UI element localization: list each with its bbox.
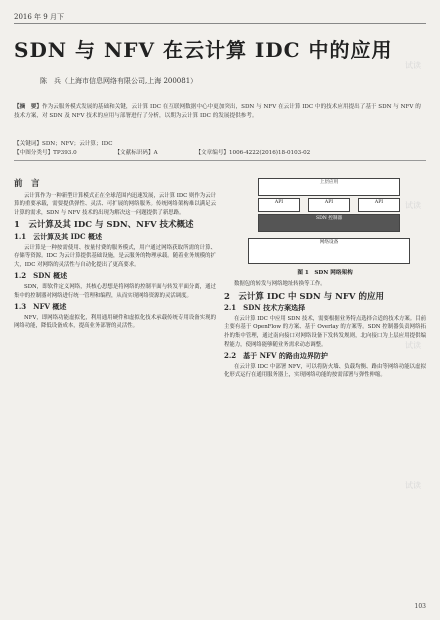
figure-layer-controller: SDN 控制器 — [258, 214, 400, 232]
section-heading: 前 言 — [14, 179, 40, 189]
figure-layer-api: API — [358, 198, 400, 212]
architecture-figure — [228, 176, 422, 266]
keywords-text: SDN；NFV；云计算；IDC — [41, 141, 113, 147]
header-date: 2016 年 9 月下 — [14, 13, 64, 21]
paragraph: 云计算作为一种新型计算模式正在全球范围内迅速发展，云计算 IDC 则作为云计算的重要承载，需要提供弹性、灵活、可扩展的网络服务。传统网络架构难以满足云计算的需求，SDN 与 NFV 技术的出现为解决这一问题提供了新思路。 — [14, 192, 216, 216]
author-line: 陈 兵（上海市信息网络有限公司,上海 200081） — [40, 77, 198, 85]
figure-caption: 图 1 SDN 网络架构 — [297, 270, 353, 276]
paper-title: SDN 与 NFV 在云计算 IDC 中的应用 — [14, 38, 393, 62]
watermark: 试读 — [405, 61, 421, 70]
subsection-heading: 2.1 SDN 技术方案选择 — [224, 303, 306, 313]
figure-layer-api: API — [258, 198, 300, 212]
classification — [14, 148, 346, 156]
paragraph: SDN，即软件定义网络，其核心思想是将网络的控制平面与转发平面分离，通过集中的控制器对网络进行统一管理和编程，从而实现网络资源的灵活调度。 — [14, 283, 216, 299]
subsection-heading: 2.2 基于 NFV 的路由边界防护 — [224, 351, 328, 361]
abstract-text: 作为云服务模式发展的基础和关键，云计算 IDC 在互联网数据中心中更加突出，SDN 与 NFV 在云计算 IDC 中的技术应用提出了基于 SDN 与 NFV 的技术方案，对 SDN 及 NFV 技术的应用与部署进行了分析，以期为云计算 IDC 的发展提供参考。 — [14, 104, 421, 119]
abstract-label: 【摘 要】 — [14, 104, 42, 110]
watermark: 试读 — [405, 341, 421, 350]
watermark: 试读 — [405, 201, 421, 210]
subsection-heading: 1.1 云计算及其 IDC 概述 — [14, 231, 102, 241]
article-number: 【文章编号】1006-4222(2016)18-0103-02 — [195, 150, 311, 156]
figure-layer-api: API — [308, 198, 350, 212]
paragraph: 云计算是一种按需使用、按量付费的服务模式，用户通过网络获取所需的计算、存储等资源。IDC 为云计算提供基础设施，是云服务的物理承载。随着业务规模的扩大，IDC 对网络的灵活性与自动化提出了更高要求。 — [14, 244, 216, 268]
paragraph: 在云计算 IDC 中部署 NFV，可以将防火墙、负载均衡、路由等网络功能以虚拟化形式运行在通用服务器上，实现网络功能的按需部署与弹性伸缩。 — [224, 363, 426, 379]
paragraph: NFV，即网络功能虚拟化，利用通用硬件和虚拟化技术承载传统专用设备实现的网络功能，降低设备成本，提高业务部署的灵活性。 — [14, 314, 216, 330]
figure-layer-apps: 上层应用 — [258, 178, 400, 196]
keywords-label: 【关键词】 — [14, 141, 42, 147]
figure-layer-devices: 网络设备 — [248, 238, 410, 264]
left-column — [14, 176, 216, 331]
section-divider — [14, 160, 426, 161]
right-column — [224, 280, 426, 380]
clc-number: 【中图分类号】TP393.0 — [14, 150, 77, 156]
subsection-heading: 1.2 SDN 概述 — [14, 271, 68, 281]
page-number: 103 — [414, 603, 426, 610]
paragraph: 在云计算 IDC 中应用 SDN 技术，需要根据业务特点选择合适的技术方案。目前主要有基于 OpenFlow 的方案、基于 Overlay 的方案等。SDN 控制器负责网络拓扑的集中管理，通过南向接口对网络设备下发转发规则，北向接口为上层应用提供编程能力，使网络能够随业务需求动态调整。 — [224, 315, 426, 348]
section-heading: 1 云计算及其 IDC 与 SDN、NFV 技术概述 — [14, 220, 194, 231]
subsection-heading: 1.3 NFV 概述 — [14, 302, 67, 312]
doc-code: 【文献标识码】A — [114, 150, 158, 156]
watermark: 试读 — [405, 481, 421, 490]
paragraph: 数据包的转发与网络地址转换等工作。 — [234, 281, 326, 287]
section-heading: 2 云计算 IDC 中 SDN 与 NFV 的应用 — [224, 291, 384, 302]
keywords — [14, 139, 113, 147]
abstract — [14, 103, 426, 120]
header-rule — [14, 23, 426, 24]
